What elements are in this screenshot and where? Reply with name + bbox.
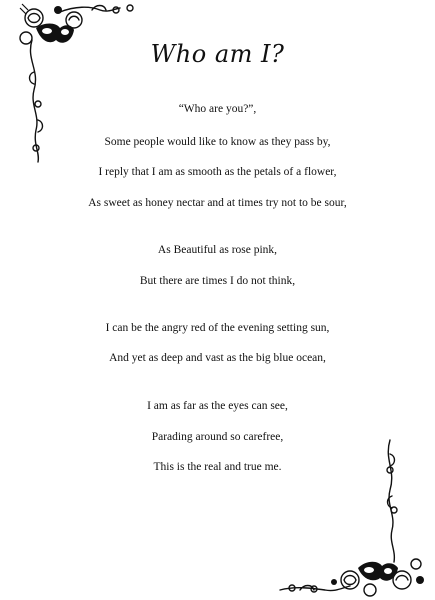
poem-line: “Who are you?”,	[178, 103, 257, 115]
poem-line: I reply that I am as smooth as the petals of a flower,	[98, 166, 337, 178]
poem-line: And yet as deep and vast as the big blue ocean,	[109, 352, 326, 364]
poem-line: This is the real and true me.	[153, 461, 282, 473]
poem-line: But there are times I do not think,	[139, 275, 296, 287]
poem-line: As Beautiful as rose pink,	[157, 244, 278, 256]
poem-title: Who am I?	[150, 40, 285, 68]
poem-line: As sweet as honey nectar and at times try not to be sour,	[88, 197, 347, 209]
poem-line: I am as far as the eyes can see,	[147, 400, 288, 412]
poem-line: Parading around so carefree,	[151, 431, 284, 443]
poem-line: I can be the angry red of the evening setting sun,	[105, 322, 330, 334]
poem-line: Some people would like to know as they pass by,	[104, 136, 331, 148]
